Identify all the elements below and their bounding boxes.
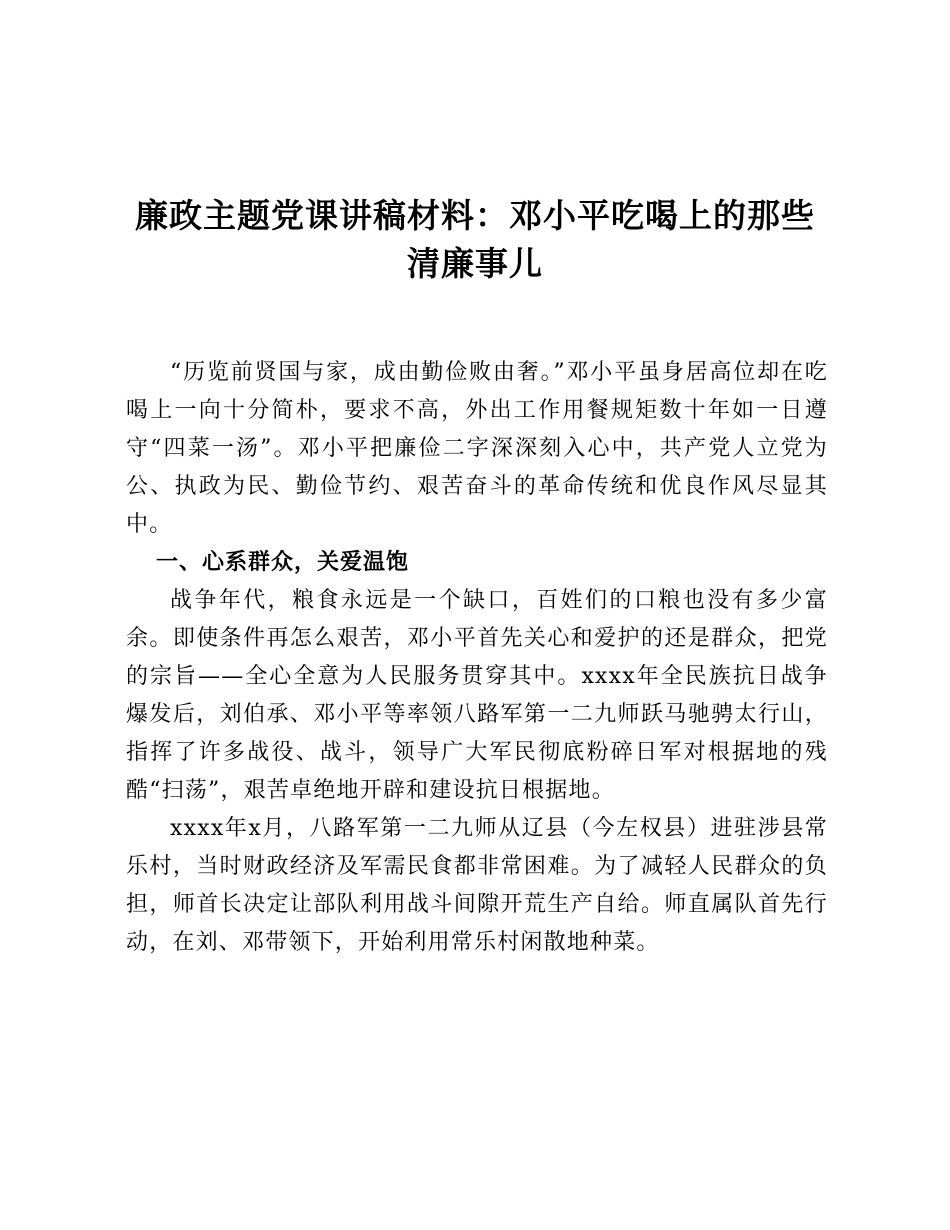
document-body bbox=[126, 354, 828, 962]
section-heading: 一、心系群众，关爱温饱 bbox=[156, 550, 410, 575]
intro-paragraph: “历览前贤国与家，成由勤俭败由奢。”邓小平虽身居高位却在吃喝上一向十分简朴，要求不高，外出工作用餐规矩数十年如一日遵守“四菜一汤”。邓小平把廉俭二字深深刻入心中，共产党人立党为公、执政为民、勤俭节约、艰苦奋斗的革命传统和优良作风尽显其中。 bbox=[126, 360, 828, 537]
title-line-2: 清廉事儿 bbox=[407, 244, 543, 284]
body-paragraph-1: 战争年代，粮食永远是一个缺口，百姓们的口粮也没有多少富余。即使条件再怎么艰苦，邓小平首先关心和爱护的还是群众，把党的宗旨——全心全意为人民服务贯穿其中。xxxx年全民族抗日战争爆发后，刘伯承、邓小平等率领八路军第一二九师跃马驰骋太行山，指挥了许多战役、战斗，领导广大军民彻底粉碎日军对根据地的残酷“扫荡”，艰苦卓绝地开辟和建设抗日根据地。 bbox=[126, 588, 828, 803]
document-title bbox=[100, 192, 850, 288]
body-paragraph-2: xxxx年x月，八路军第一二九师从辽县（今左权县）进驻涉县常乐村，当时财政经济及军需民食都非常困难。为了减轻人民群众的负担，师首长决定让部队利用战斗间隙开荒生产自给。师直属队首先行动，在刘、邓带领下，开始利用常乐村闲散地种菜。 bbox=[126, 816, 828, 955]
title-line-1: 廉政主题党课讲稿材料：邓小平吃喝上的那些 bbox=[135, 196, 815, 236]
